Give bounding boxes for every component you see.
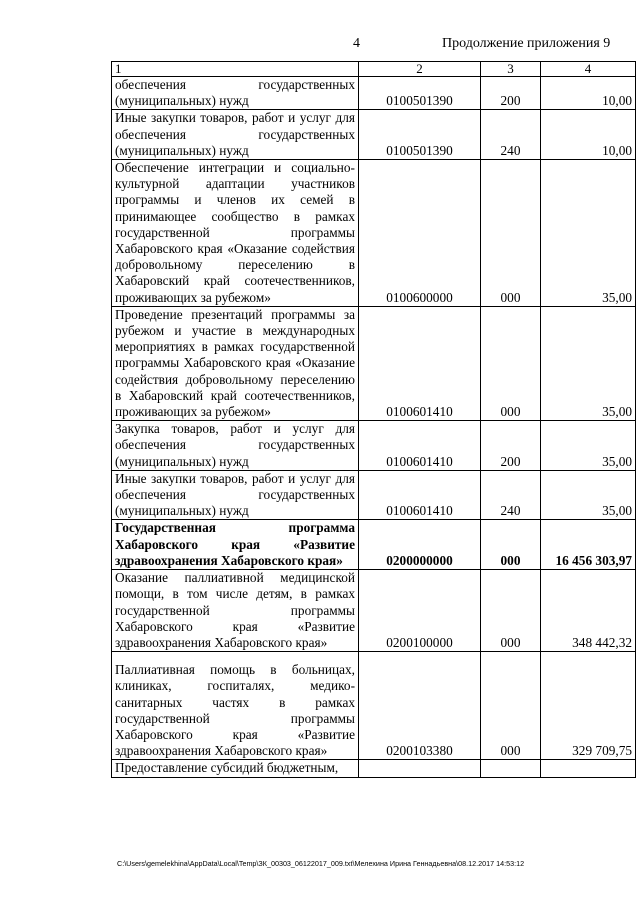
- row-name: Государственная программа Хабаровского края «Развитие здравоохранения Хабаровского края»: [112, 520, 359, 570]
- row-name: Закупка товаров, работ и услуг для обеспечения государственных (муниципальных) нужд: [112, 421, 359, 471]
- row-name: Иные закупки товаров, работ и услуг для обеспечения государственных (муниципальных) нужд: [112, 470, 359, 520]
- table-row-program-total: [112, 520, 636, 570]
- row-amount: 10,00: [541, 77, 636, 110]
- row-code: 0200100000: [359, 570, 481, 652]
- row-amount: 35,00: [541, 306, 636, 420]
- row-amount: 10,00: [541, 110, 636, 160]
- table-row: [112, 470, 636, 520]
- file-path-footer: C:\Users\gemelekhina\AppData\Local\Temp\ЗК_00303_06122017_009.txt\Мелехина Ирина Геннадьевна\08.12.2017 14:53:12: [117, 859, 525, 868]
- table-row: [112, 160, 636, 307]
- table-row: [112, 110, 636, 160]
- row-amount: 16 456 303,97: [541, 520, 636, 570]
- row-amount: [541, 760, 636, 777]
- row-type: 000: [481, 652, 541, 760]
- table-row: [112, 652, 636, 760]
- row-type: 240: [481, 470, 541, 520]
- column-header-1: 1: [112, 62, 359, 77]
- row-name: Обеспечение интеграции и социально-культурной адаптации участников программы и членов их семей в принимающее сообщество в рамках государственной программы Хабаровского края «Оказание содействия добровольному переселению в Хабаровский край соотечественников, проживающих за рубежом»: [112, 160, 359, 307]
- budget-table: [111, 61, 636, 778]
- column-header-2: 2: [359, 62, 481, 77]
- appendix-continuation-title: Продолжение приложения 9: [442, 36, 611, 51]
- row-amount: 348 442,32: [541, 570, 636, 652]
- table-row: [112, 570, 636, 652]
- row-type: 000: [481, 160, 541, 307]
- column-header-3: 3: [481, 62, 541, 77]
- row-name: Иные закупки товаров, работ и услуг для обеспечения государственных (муниципальных) нужд: [112, 110, 359, 160]
- table-header-row: [112, 62, 636, 77]
- row-code: 0100601410: [359, 306, 481, 420]
- table-row: [112, 760, 636, 777]
- row-amount: 35,00: [541, 160, 636, 307]
- row-name: Предоставление субсидий бюджетным,: [112, 760, 359, 777]
- row-type: 200: [481, 421, 541, 471]
- row-code: 0100600000: [359, 160, 481, 307]
- page-number: 4: [353, 36, 360, 51]
- row-name: Оказание паллиативной медицинской помощи, в том числе детям, в рамках государственной программы Хабаровского края «Развитие здравоохранения Хабаровского края»: [112, 570, 359, 652]
- row-code: 0200103380: [359, 652, 481, 760]
- row-type: 000: [481, 306, 541, 420]
- row-amount: 329 709,75: [541, 652, 636, 760]
- row-type: 240: [481, 110, 541, 160]
- row-amount: 35,00: [541, 421, 636, 471]
- row-name: Проведение презентаций программы за рубежом и участие в международных мероприятиях в рамках государственной программы Хабаровского края «Оказание содействия добровольному переселению в Хабаровский край соотечественников, проживающих за рубежом»: [112, 306, 359, 420]
- row-code: [359, 760, 481, 777]
- table-row: [112, 77, 636, 110]
- row-code: 0200000000: [359, 520, 481, 570]
- row-type: [481, 760, 541, 777]
- row-code: 0100601410: [359, 470, 481, 520]
- row-type: 200: [481, 77, 541, 110]
- table-row: [112, 306, 636, 420]
- row-type: 000: [481, 520, 541, 570]
- row-code: 0100601410: [359, 421, 481, 471]
- row-code: 0100501390: [359, 77, 481, 110]
- column-header-4: 4: [541, 62, 636, 77]
- row-code: 0100501390: [359, 110, 481, 160]
- row-name: обеспечения государственных (муниципальных) нужд: [112, 77, 359, 110]
- row-type: 000: [481, 570, 541, 652]
- table-row: [112, 421, 636, 471]
- row-amount: 35,00: [541, 470, 636, 520]
- row-name: Паллиативная помощь в больницах, клиниках, госпиталях, медико-санитарных частях в рамках государственной программы Хабаровского края «Развитие здравоохранения Хабаровского края»: [112, 652, 359, 760]
